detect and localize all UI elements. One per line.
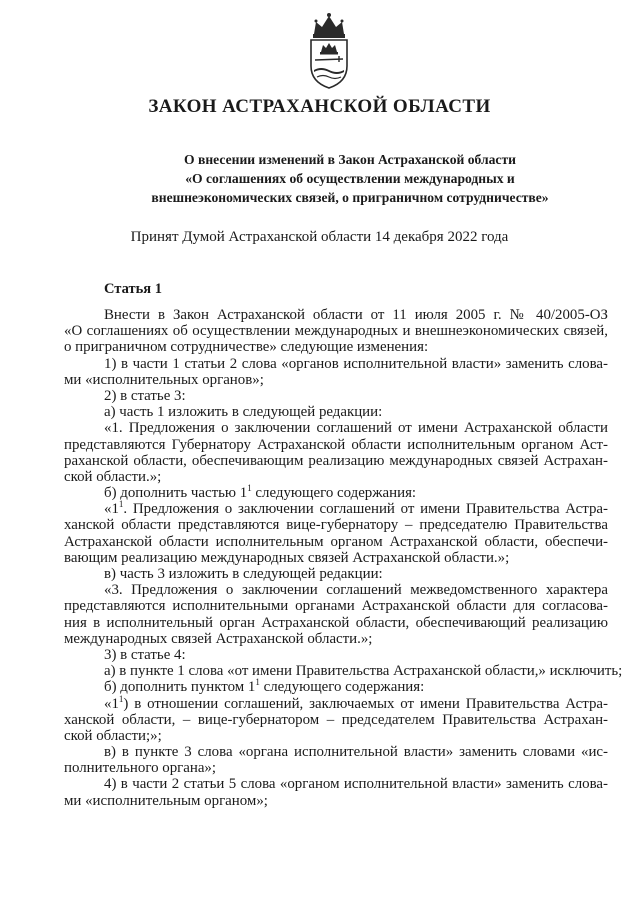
superscript: 1	[247, 483, 252, 494]
text-line	[64, 453, 608, 469]
text-line-content: ской области.»;	[64, 468, 162, 485]
text-line	[64, 372, 608, 388]
text-line	[64, 598, 608, 614]
text-line-content: «О соглашениях об осуществлении международных и внешнеэкономических связей,	[64, 323, 608, 340]
text-line	[64, 323, 608, 339]
adoption-statement: Принят Думой Астраханской области 14 декабря 2022 года	[130, 229, 509, 245]
text-line-content: ской области;»;	[64, 727, 162, 744]
text-line	[64, 420, 608, 436]
text-line	[64, 631, 608, 647]
text-line-tail: следующего содержания:	[259, 679, 425, 696]
text-line-content: полнительного органа»;	[64, 760, 217, 777]
text-line	[64, 615, 608, 631]
text-line	[64, 744, 608, 760]
subtitle-line: внешнеэкономических связей, о приграничном сотрудничестве»	[151, 190, 549, 205]
text-line-content: а) в пункте 1 слова «от имени Правительства Астраханской области,» исключить;	[104, 663, 623, 680]
text-line-content: б) дополнить частью 1	[104, 485, 248, 502]
text-line-content: представляются Губернатору Астраханской области исполнительным органом Аст-	[64, 436, 608, 453]
text-line-content: в) в пункте 3 слова «органа исполнительной власти» заменить словами «ис-	[104, 744, 608, 761]
superscript: 1	[118, 693, 124, 704]
text-line	[64, 388, 608, 404]
text-line	[64, 566, 608, 582]
text-line-tail: следующего содержания:	[251, 485, 417, 502]
text-line	[64, 793, 608, 809]
article-title: Статья 1	[104, 281, 162, 297]
subtitle-line: О внесении изменений в Закон Астраханской области	[184, 152, 516, 167]
text-line-content: представляются исполнительными органами Астраханской области для согласова-	[64, 598, 608, 615]
text-line-content: раханской области, обеспечивающим реализацию международных связей Астрахан-	[64, 452, 608, 469]
law-subtitle	[60, 150, 639, 207]
subtitle-line: «О соглашениях об осуществлении международных и	[185, 171, 515, 186]
astrakhan-coat-of-arms-icon	[297, 10, 361, 90]
text-line-content: «1	[104, 501, 119, 518]
text-line-content: Астраханской области исполнительным органом Астраханской области, обеспечи-	[64, 533, 608, 550]
text-line-content: ханской области, – вице-губернатором – председателем Правительства Астрахан-	[64, 711, 608, 728]
text-line-tail: ) в отношении соглашений, заключаемых от имени Правительства Астра-	[123, 695, 608, 712]
text-line	[64, 517, 608, 533]
text-line	[64, 728, 608, 744]
superscript: 1	[255, 677, 260, 688]
text-line	[64, 647, 608, 663]
text-line-content: 2) в статье 3:	[104, 387, 186, 404]
text-line	[64, 307, 608, 323]
text-line-content: «1	[104, 695, 119, 712]
text-line	[64, 663, 623, 680]
text-line-tail: . Предложения о заключении соглашений от имени Правительства Астра-	[123, 501, 608, 518]
text-line	[64, 760, 608, 776]
text-line-content: международных связей Астраханской области.»;	[64, 630, 373, 647]
text-line	[64, 404, 608, 420]
text-line-content: б) дополнить пунктом 1	[104, 679, 256, 696]
text-line-content: 4) в части 2 статьи 5 слова «органом исполнительной власти» заменить слова-	[104, 776, 608, 793]
text-line	[64, 437, 608, 453]
text-line-content: ханской области представляются вице-губернатору – председателю Правительства	[64, 517, 608, 534]
text-line	[64, 485, 608, 501]
text-line	[64, 693, 608, 712]
law-title: ЗАКОН АСТРАХАНСКОЙ ОБЛАСТИ	[148, 96, 491, 117]
text-line-content: ми «исполнительных органов»;	[64, 371, 264, 388]
text-line	[64, 469, 608, 485]
text-line	[64, 582, 608, 598]
superscript: 1	[118, 499, 124, 510]
text-line-content: в) часть 3 изложить в следующей редакции:	[104, 566, 383, 582]
text-line-content: ния в исполнительный орган Астраханской области, обеспечивающий реализацию	[64, 614, 608, 631]
text-line	[64, 712, 608, 728]
text-line-content: ми «исполнительным органом»;	[64, 792, 268, 809]
text-line-content: а) часть 1 изложить в следующей редакции:	[104, 404, 383, 421]
text-line	[64, 679, 608, 695]
text-line	[64, 534, 608, 550]
text-line	[64, 356, 608, 372]
text-line-content: «3. Предложения о заключении соглашений межведомственного характера	[104, 582, 608, 599]
text-line-content: «1. Предложения о заключении соглашений от имени Астраханской области	[104, 420, 608, 437]
article-body	[64, 307, 623, 809]
text-line-content: вающим реализацию международных связей Астраханской области.»;	[64, 549, 510, 566]
text-line-content: 1) в части 1 статьи 2 слова «органов исполнительной власти» заменить слова-	[104, 355, 608, 372]
text-line	[64, 776, 608, 792]
text-line-content: Внести в Закон Астраханской области от 11 июля 2005 г. № 40/2005-ОЗ	[104, 307, 608, 323]
text-line	[64, 339, 608, 355]
text-line	[64, 501, 608, 517]
text-line	[64, 550, 608, 566]
text-line-content: 3) в статье 4:	[104, 646, 186, 663]
text-line-content: о приграничном сотрудничестве» следующие изменения:	[64, 339, 429, 356]
